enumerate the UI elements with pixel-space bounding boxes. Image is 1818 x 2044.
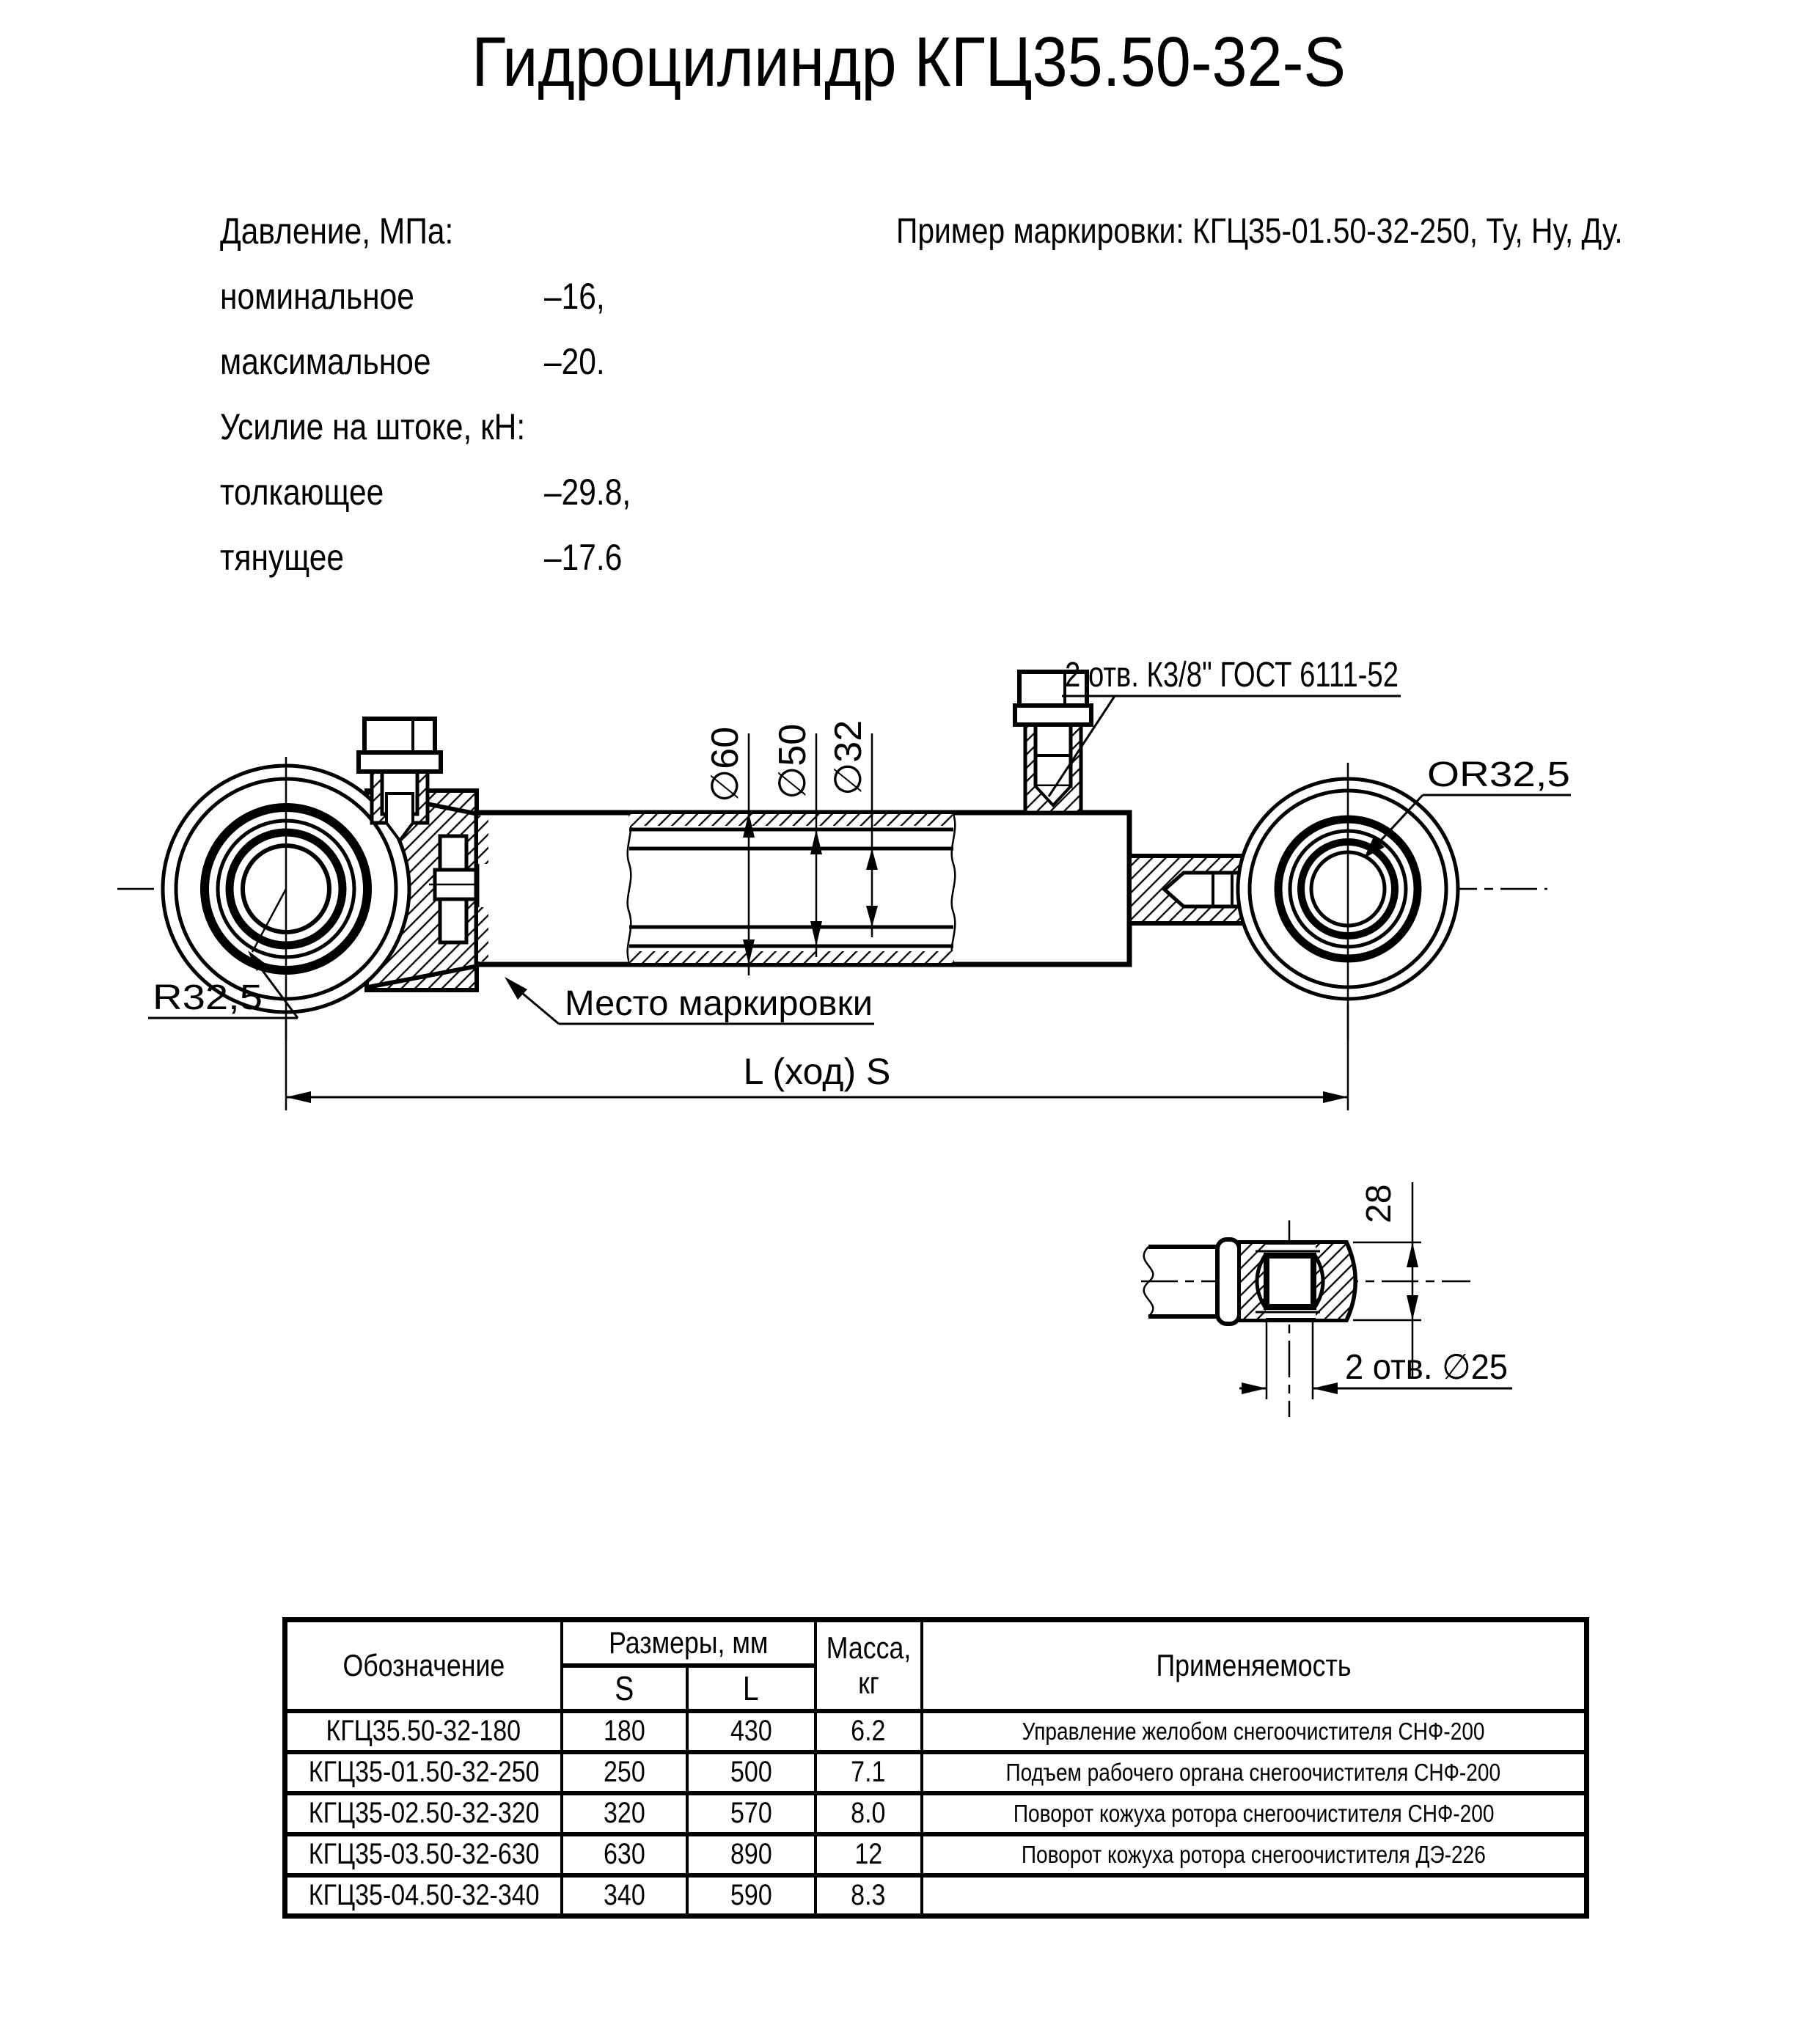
spec-value: –29.8, <box>544 471 631 513</box>
cell-s: 320 <box>562 1793 687 1834</box>
spec-group-header: Усилие на штоке, кН: <box>220 406 526 447</box>
cell-s: 250 <box>562 1752 687 1793</box>
spec-row <box>220 524 703 590</box>
table-row <box>285 1752 1587 1793</box>
spec-group-header: Давление, МПа: <box>220 210 454 252</box>
cell-s: 180 <box>562 1711 687 1752</box>
col-header-application: Применяемость <box>922 1620 1587 1711</box>
spec-value: –16, <box>544 275 605 317</box>
holes-label: 2 отв. ∅25 <box>1345 1348 1508 1387</box>
spec-label: максимальное <box>220 340 431 382</box>
spec-label: толкающее <box>220 471 384 513</box>
table-row <box>285 1834 1587 1875</box>
cell-l: 500 <box>687 1752 815 1793</box>
cell-mass: 12 <box>815 1834 922 1875</box>
dia32-dimension: ∅32 <box>827 719 870 796</box>
ports-label: 2 отв. К3/8" ГОСТ 6111-52 <box>1065 656 1399 695</box>
stroke-dim-label: L (ход) S <box>743 1051 891 1092</box>
cell-mass: 8.3 <box>815 1875 922 1916</box>
width-dim-label: 28 <box>1360 1184 1399 1223</box>
cell-application: Управление желобом снегоочистителя СНФ-200 <box>922 1711 1587 1752</box>
rod-eye-right <box>1238 763 1458 1040</box>
cell-l: 890 <box>687 1834 815 1875</box>
sphere-radius-label: OR32,5 <box>1427 755 1570 794</box>
spec-row <box>220 263 703 329</box>
cell-s: 630 <box>562 1834 687 1875</box>
col-header-l: L <box>687 1666 815 1711</box>
cell-l: 570 <box>687 1793 815 1834</box>
page-title: Гидроцилиндр КГЦ35.50-32-S <box>472 23 1346 101</box>
col-header-designation: Обозначение <box>285 1620 562 1711</box>
spec-row <box>220 459 703 524</box>
cell-application <box>922 1875 1587 1916</box>
spec-row <box>220 329 703 394</box>
cell-s: 340 <box>562 1875 687 1916</box>
cell-mass: 6.2 <box>815 1711 922 1752</box>
cell-designation: КГЦ35-01.50-32-250 <box>285 1752 562 1793</box>
marking-place-callout <box>505 977 874 1024</box>
cell-designation: КГЦ35.50-32-180 <box>285 1711 562 1752</box>
spec-label: тянущее <box>220 536 344 578</box>
table-row <box>285 1793 1587 1834</box>
cell-l: 430 <box>687 1711 815 1752</box>
dia50-dimension: ∅50 <box>771 723 814 799</box>
cell-l: 590 <box>687 1875 815 1916</box>
spec-value: –17.6 <box>544 536 623 578</box>
spec-list <box>220 198 703 590</box>
table-row <box>285 1875 1587 1916</box>
spec-value: –20. <box>544 340 605 382</box>
col-header-dimensions: Размеры, мм <box>562 1620 815 1666</box>
table-row <box>285 1711 1587 1752</box>
marking-example: Пример маркировки: КГЦ35-01.50-32-250, Ту, Ну, Ду. <box>896 212 1623 251</box>
cell-mass: 8.0 <box>815 1793 922 1834</box>
marking-place-label: Место маркировки <box>565 984 873 1023</box>
cell-mass: 7.1 <box>815 1752 922 1793</box>
col-header-s: S <box>562 1666 687 1711</box>
cylinder-barrel <box>477 813 1129 964</box>
cell-application: Поворот кожуха ротора снегоочистителя ДЭ-226 <box>922 1834 1587 1875</box>
cell-application: Подъем рабочего органа снегоочистителя СНФ-200 <box>922 1752 1587 1793</box>
col-header-mass: Масса, кг <box>815 1620 922 1711</box>
holes-dimension <box>1239 1320 1512 1399</box>
cell-designation: КГЦ35-02.50-32-320 <box>285 1793 562 1834</box>
spec-label: номинальное <box>220 275 414 317</box>
dia60-dimension: ∅60 <box>704 726 747 802</box>
cell-designation: КГЦ35-03.50-32-630 <box>285 1834 562 1875</box>
cell-application: Поворот кожуха ротора снегоочистителя СНФ-200 <box>922 1793 1587 1834</box>
eye-radius-label: R32,5 <box>153 978 263 1017</box>
cell-designation: КГЦ35-04.50-32-340 <box>285 1875 562 1916</box>
cylinder-drawing <box>0 616 1818 1467</box>
applications-table <box>282 1617 1589 1919</box>
